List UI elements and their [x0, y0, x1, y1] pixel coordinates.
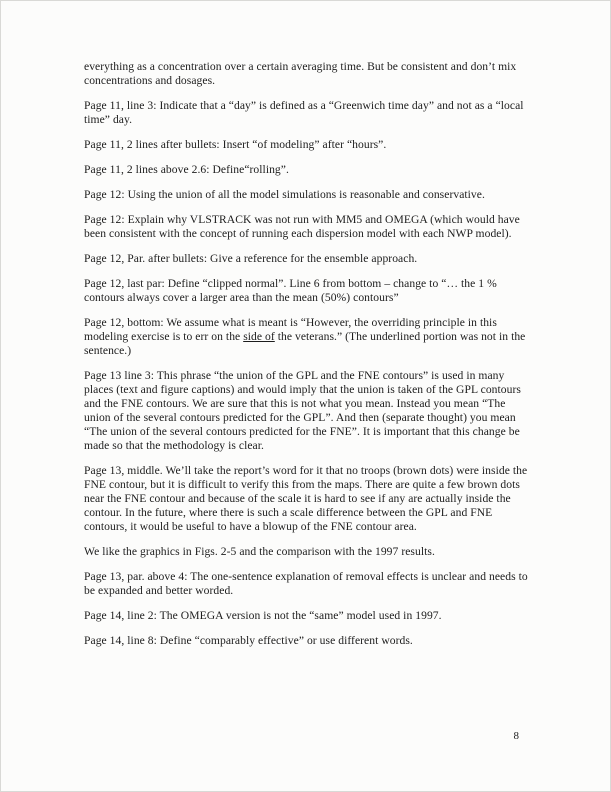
paragraph-segment-pre: Page 12, bottom: We assume what is meant is “However, the overriding principle in this modeling exercise is to err on the — [84, 316, 497, 343]
comment-page11-line3: Page 11, line 3: Indicate that a “day” is defined as a “Greenwich time day” and not as a “local time” day. — [84, 99, 524, 126]
comment-page13-par-above-4: Page 13, par. above 4: The one-sentence explanation of removal effects is unclear and needs to be expanded and better worded. — [84, 570, 528, 597]
comment-page14-line8: Page 14, line 8: Define “comparably effective” or use different words. — [84, 634, 413, 647]
page-number: 8 — [513, 730, 519, 742]
document-body — [84, 60, 531, 659]
comment-page12-union: Page 12: Using the union of all the model simulations is reasonable and conservative. — [84, 188, 485, 201]
paragraph-intro-continuation: everything as a concentration over a certain averaging time. But be consistent and don’t mix concentrations and dosages. — [84, 60, 517, 87]
comment-page12-par-after-bullets: Page 12, Par. after bullets: Give a reference for the ensemble approach. — [84, 252, 418, 265]
comment-page11-after-bullets: Page 11, 2 lines after bullets: Insert “of modeling” after “hours”. — [84, 138, 387, 151]
comment-page12-last-par: Page 12, last par: Define “clipped normal”. Line 6 from bottom – change to “… the 1 % contours always cover a larger area than the mean (50%) contours” — [84, 277, 497, 304]
comment-page12-vlstrack: Page 12: Explain why VLSTRACK was not run with MM5 and OMEGA (which would have been consistent with the concept of running each dispersion model with each NWP model). — [84, 213, 520, 240]
paragraph-segment-post: the veterans.” (The underlined portion was not in the sentence.) — [84, 330, 526, 357]
comment-page13-line3: Page 13 line 3: This phrase “the union of the GPL and the FNE contours” is used in many places (text and figure captions) and would imply that the union is taken of the GPL contours and the FNE contours. We are sure that this is not what you mean. Instead you mean “The union of the several contours predicted for the GPL”. And then (separate thought) you mean “The union of the several contours predicted for the FNE”. It is important that this change be made so that the methodology is clear. — [84, 369, 521, 452]
comment-page13-middle: Page 13, middle. We’ll take the report’s word for it that no troops (brown dots) were inside the FNE contour, but it is difficult to verify this from the maps. There are quite a few brown dots near the FNE contour and because of the scale it is hard to see if any are actually inside the contour. In the future, where there is such a scale difference between the GPL and FNE contours, it would be useful to have a blowup of the FNE contour area. — [84, 464, 528, 533]
comment-graphics-figs: We like the graphics in Figs. 2-5 and the comparison with the 1997 results. — [84, 545, 435, 558]
comment-page14-line2: Page 14, line 2: The OMEGA version is not the “same” model used in 1997. — [84, 609, 442, 622]
underlined-text: side of — [243, 330, 275, 343]
comment-page11-above-2-6: Page 11, 2 lines above 2.6: Define“rolling”. — [84, 163, 289, 176]
comment-page12-bottom — [84, 316, 531, 358]
